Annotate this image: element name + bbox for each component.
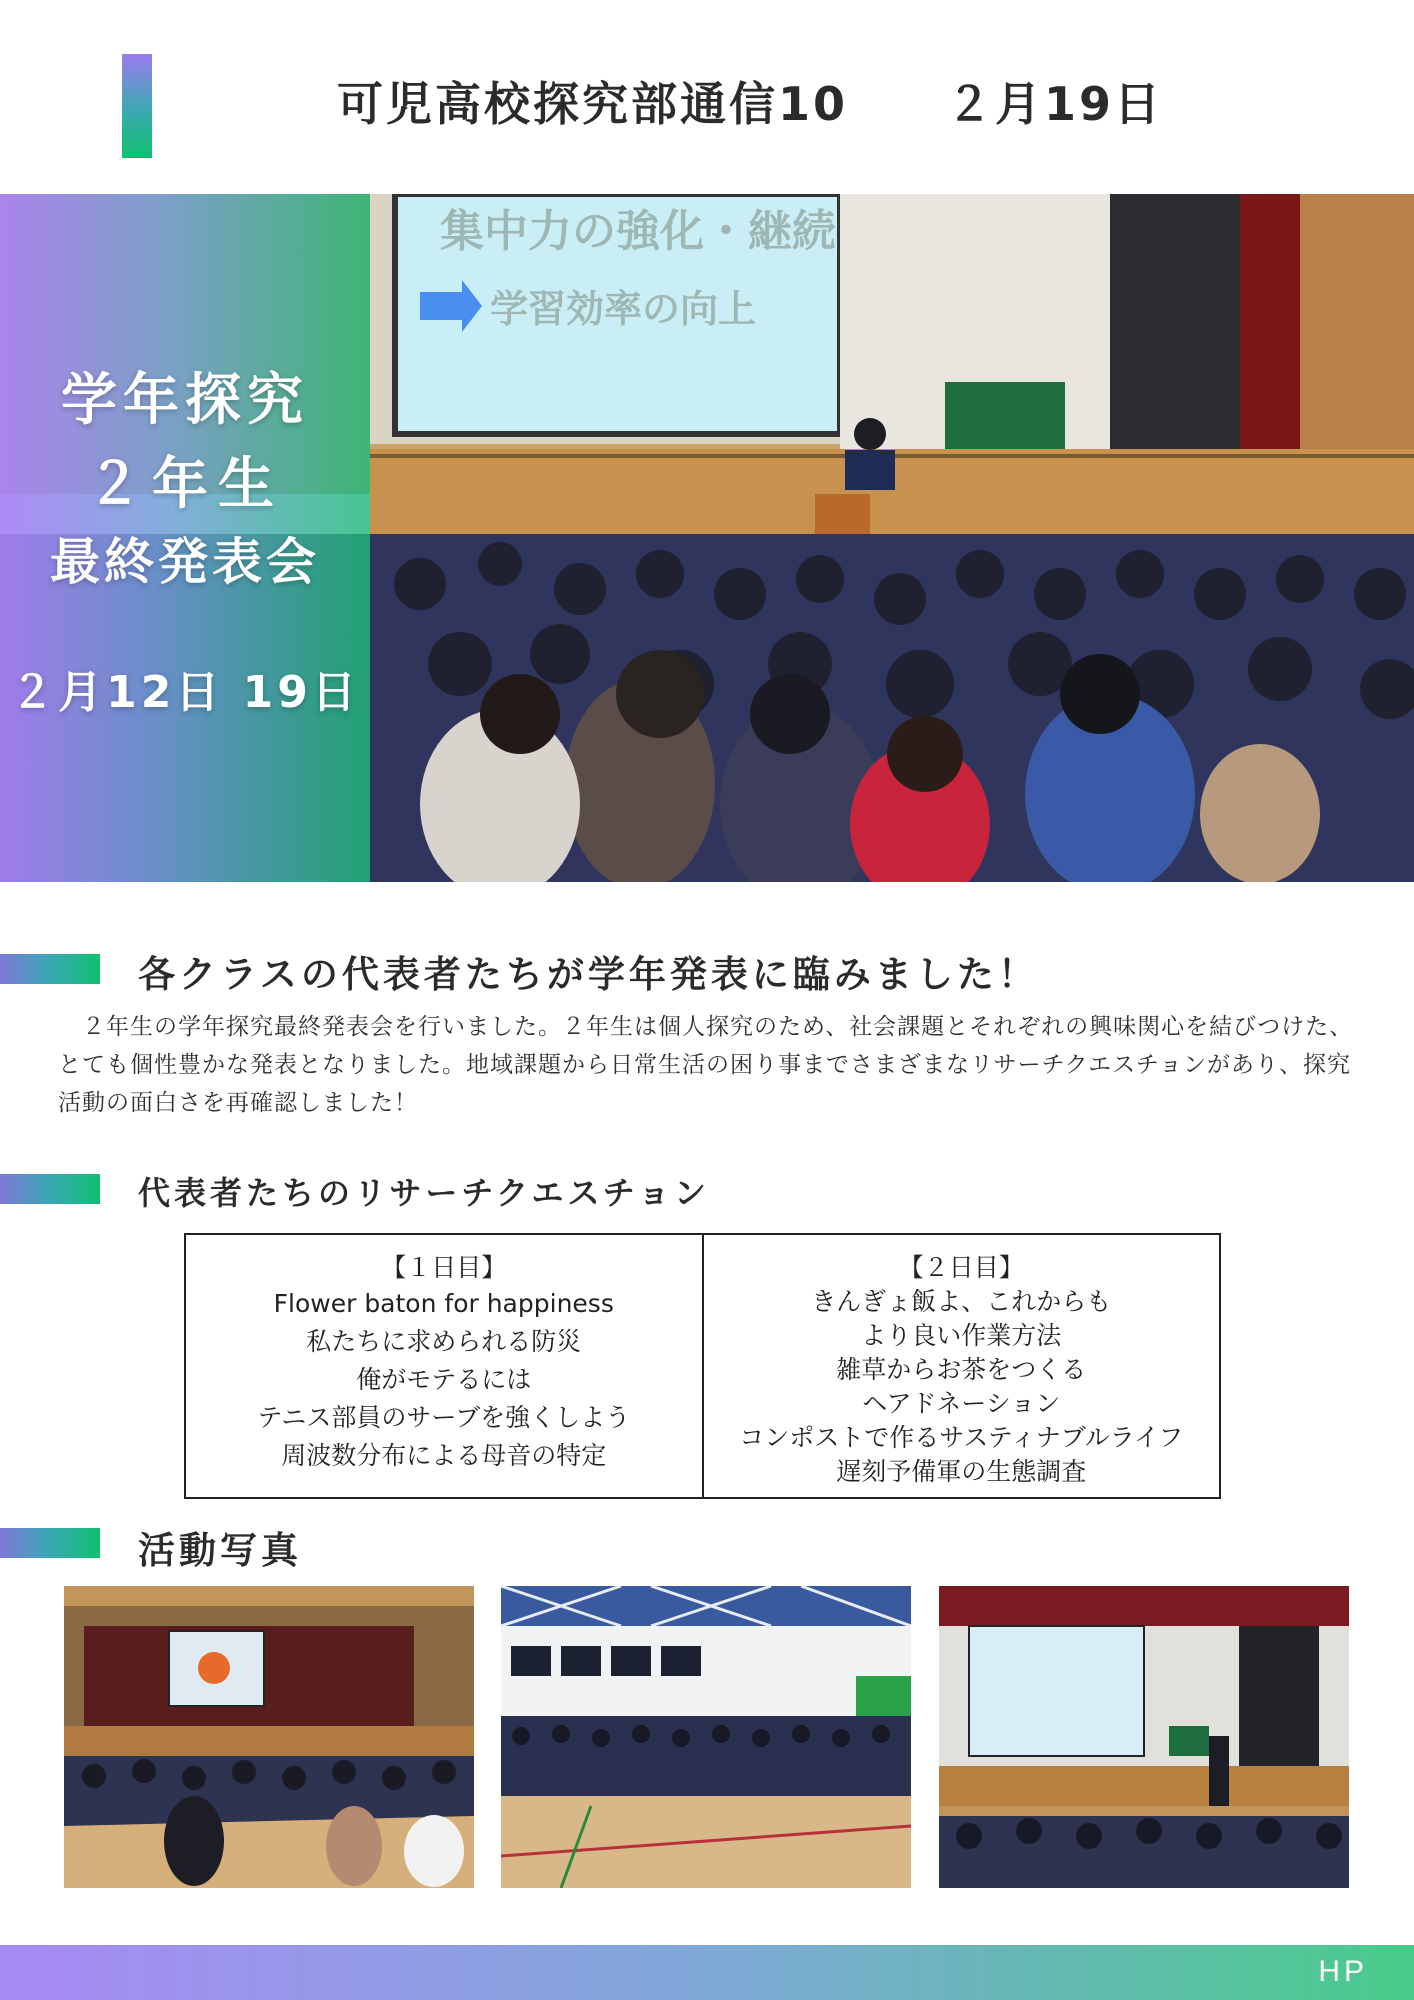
rq-item: きんぎょ飯よ、これからも: [811, 1287, 1112, 1316]
rq-item: Flower baton for happiness: [273, 1289, 614, 1318]
page-title: 可児高校探究部通信10 ２月19日: [336, 77, 1164, 131]
rq-item: より良い作業方法: [861, 1321, 1062, 1350]
research-question-table: [184, 1233, 1221, 1499]
hero-heading-line2: ２年生: [86, 452, 284, 517]
rq-item: 遅刻予備軍の生態調査: [836, 1457, 1087, 1486]
rq-item: 周波数分布による母音の特定: [281, 1441, 607, 1470]
hero-heading-line3: 最終発表会: [50, 533, 320, 591]
rq-item: 雑草からお茶をつくる: [836, 1355, 1087, 1384]
activity-photo-3: [939, 1586, 1349, 1888]
hero-heading-line1: 学年探究: [61, 368, 309, 433]
section-bar-2: [0, 1174, 100, 1204]
section-title-3: 活動写真: [138, 1529, 302, 1572]
title-accent-bar: [122, 54, 152, 158]
section-bar-3: [0, 1528, 100, 1558]
hero-date: ２月12日 19日: [10, 667, 360, 718]
activity-photo-1: [64, 1586, 474, 1888]
rq-item: ヘアドネーション: [862, 1389, 1061, 1418]
screen-text-1: 集中力の強化・継続: [440, 206, 836, 257]
rq-item: 俺がモテるには: [356, 1365, 532, 1394]
footer-bar: [0, 1945, 1414, 2000]
rq-column-day2: [702, 1235, 1220, 1497]
footer-hp-label: HP: [1318, 1955, 1368, 1988]
section-body-text: ２年生の学年探究最終発表会を行いました。２年生は個人探究のため、社会課題とそれぞれの興味関心を結びつけた、とても個性豊かな発表となりました。地域課題から日常生活の困り事までさまざまなリサーチクエスチョンがあり、探究活動の面白さを再確認しました！: [58, 1014, 1354, 1116]
rq-item: テニス部員のサーブを強くしよう: [257, 1403, 631, 1432]
rq-day1-heading: 【１日目】: [381, 1253, 507, 1282]
section-title-1: 各クラスの代表者たちが学年発表に臨みました！: [138, 953, 1039, 996]
screen-text-2: 学習効率の向上: [490, 287, 757, 331]
rq-column-day1: [186, 1235, 702, 1497]
activity-photo-2: [501, 1586, 911, 1888]
section-title-2: 代表者たちのリサーチクエスチョン: [138, 1174, 710, 1212]
rq-item: コンポストで作るサスティナブルライフ: [739, 1423, 1184, 1452]
section-bar-1: [0, 954, 100, 984]
rq-day2-heading: 【２日目】: [898, 1253, 1024, 1282]
rq-item: 私たちに求められる防災: [306, 1327, 582, 1356]
hero-banner: [0, 194, 1414, 882]
